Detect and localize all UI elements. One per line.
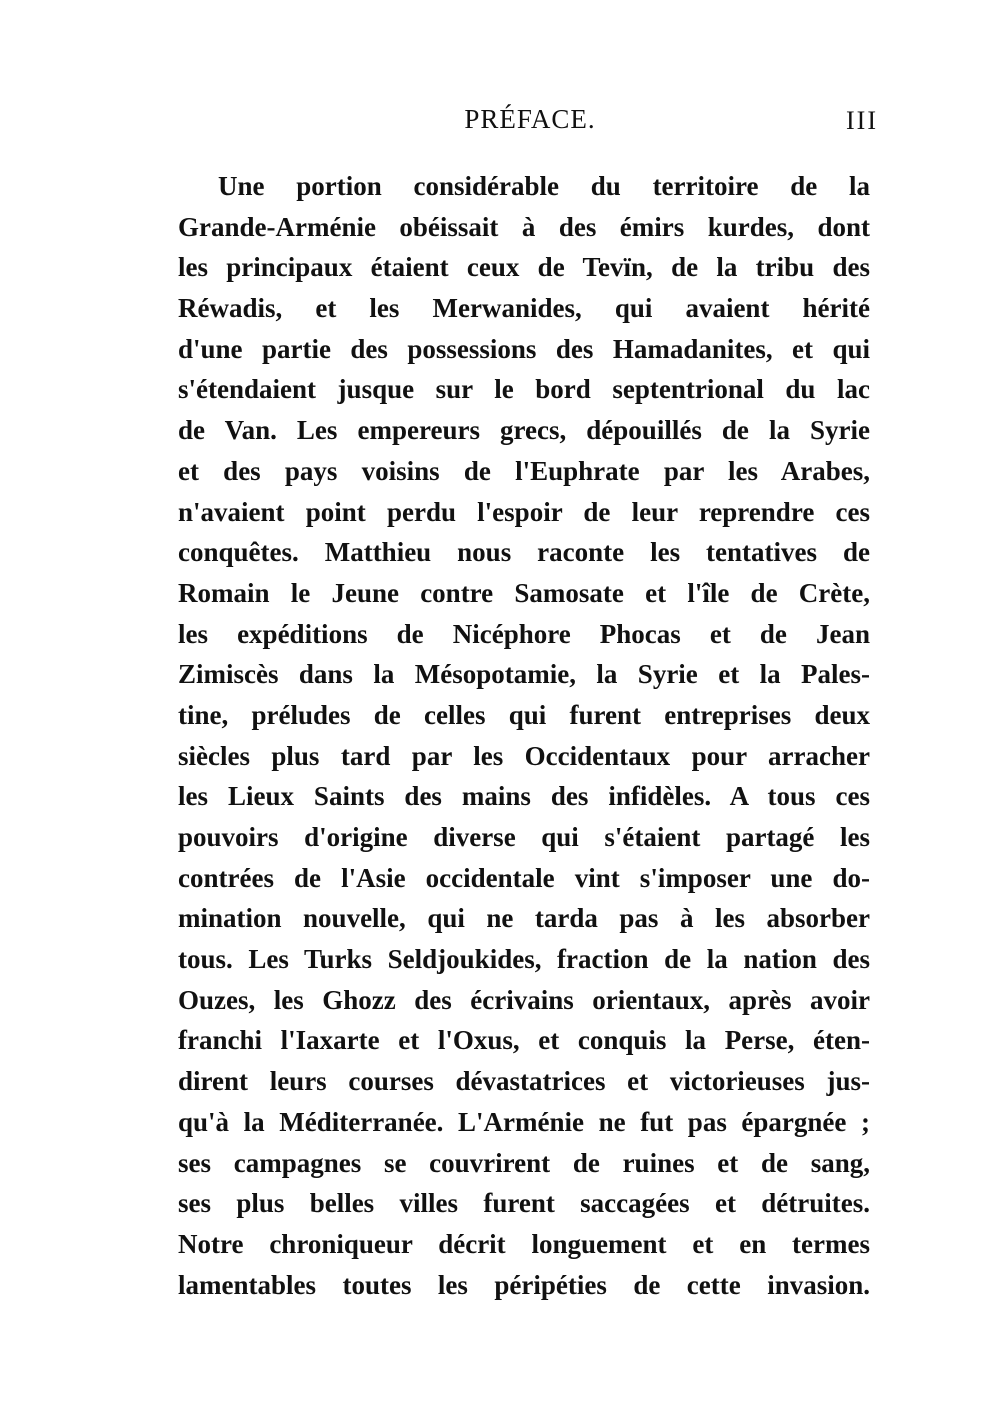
text-line: de Van. Les empereurs grecs, dépouillés de la Syrie: [178, 415, 870, 446]
text-line: tous. Les Turks Seldjoukides, fraction de la nation des: [178, 944, 870, 975]
text-line: contrées de l'Asie occidentale vint s'imposer une do-: [178, 862, 870, 893]
page-header: [180, 104, 880, 144]
text-line: qu'à la Méditerranée. L'Arménie ne fut pas épargnée ;: [178, 1106, 870, 1137]
text-line: Romain le Jeune contre Samosate et l'île de Crète,: [178, 577, 870, 608]
text-line: pouvoirs d'origine diverse qui s'étaient partagé les: [178, 822, 870, 852]
running-title: PRÉFACE.: [464, 104, 596, 134]
page-number: III: [846, 106, 878, 135]
text-line: mination nouvelle, qui ne tarda pas à les absorber: [178, 903, 870, 934]
text-line: Grande-Arménie obéissait à des émirs kurdes, dont: [178, 211, 870, 242]
text-line: siècles plus tard par les Occidentaux pour arracher: [178, 740, 870, 771]
text-line: d'une partie des possessions des Hamadanites, et qui: [178, 333, 870, 364]
text-line: Ouzes, les Ghozz des écrivains orientaux, après avoir: [178, 984, 870, 1015]
text-line: Notre chroniqueur décrit longuement et en termes: [178, 1228, 870, 1259]
text-line: ses plus belles villes furent saccagées et détruites.: [178, 1188, 870, 1219]
text-line: ses campagnes se couvrirent de ruines et de sang,: [178, 1147, 870, 1178]
text-line: les Lieux Saints des mains des infidèles. A tous ces: [178, 781, 870, 812]
text-line: Une portion considérable du territoire de la: [218, 171, 870, 201]
text-line: franchi l'Iaxarte et l'Oxus, et conquis la Perse, éten-: [178, 1025, 870, 1056]
body-paragraph: [178, 166, 870, 1305]
text-line: dirent leurs courses dévastatrices et victorieuses jus-: [178, 1066, 870, 1097]
text-line: les expéditions de Nicéphore Phocas et de Jean: [178, 618, 870, 649]
text-line: s'étendaient jusque sur le bord septentrional du lac: [178, 374, 870, 405]
text-line: Réwadis, et les Merwanides, qui avaient hérité: [178, 293, 870, 324]
text-line: conquêtes. Matthieu nous raconte les tentatives de: [178, 537, 870, 568]
text-line: et des pays voisins de l'Euphrate par les Arabes,: [178, 455, 870, 486]
text-line: les principaux étaient ceux de Tevïn, de la tribu des: [178, 252, 870, 283]
text-line: tine, préludes de celles qui furent entreprises deux: [178, 699, 870, 730]
text-line: lamentables toutes les péripéties de cette invasion.: [178, 1269, 870, 1300]
text-line: Zimiscès dans la Mésopotamie, la Syrie et la Pales-: [178, 659, 870, 690]
text-line: n'avaient point perdu l'espoir de leur reprendre ces: [178, 496, 870, 527]
